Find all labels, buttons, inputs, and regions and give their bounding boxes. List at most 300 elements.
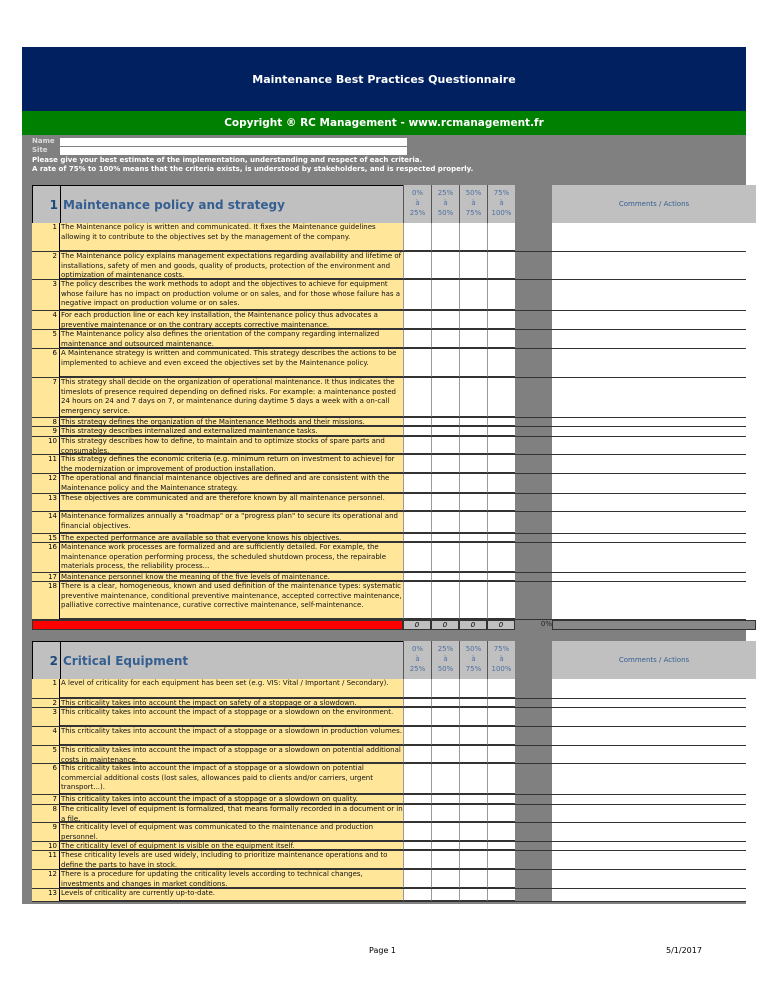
- question-text: This criticality takes into account the impact of a stoppage or a slowdown on quality.: [60, 795, 403, 804]
- spreadsheet-page: [22, 47, 746, 904]
- rating-cell[interactable]: [431, 474, 459, 493]
- rating-cell[interactable]: [487, 330, 515, 348]
- rating-cell[interactable]: [487, 223, 515, 251]
- question-row: [32, 842, 746, 851]
- rating-cell[interactable]: [459, 474, 487, 493]
- question-number: 14: [32, 512, 60, 533]
- question-text: The criticality level of equipment was communicated to the maintenance and production personnel.: [60, 823, 403, 841]
- rating-cell[interactable]: [403, 842, 431, 850]
- rating-header-text: 25%: [437, 645, 454, 653]
- question-text: The Maintenance policy is written and communicated. It fixes the Maintenance guidelines allowing it to contribute to the objectives set by the management of the company.: [60, 223, 403, 251]
- comment-cell[interactable]: [552, 378, 756, 417]
- question-row: [32, 427, 746, 437]
- question-text: The Maintenance policy also defines the orientation of the company regarding internalized maintenance and outsourced maintenance.: [60, 330, 403, 348]
- question-number: 6: [32, 349, 60, 377]
- rating-cell[interactable]: [487, 534, 515, 542]
- rating-cell[interactable]: [403, 746, 431, 763]
- rating-header-text: à: [443, 655, 448, 663]
- rating-cell[interactable]: [487, 427, 515, 436]
- rating-header-text: à: [415, 655, 420, 663]
- question-row: [32, 727, 746, 746]
- question-text: Levels of criticality are currently up-to-date.: [60, 889, 403, 901]
- rating-cell[interactable]: [487, 727, 515, 745]
- rating-column-header: [403, 641, 431, 679]
- question-number: 9: [32, 427, 60, 436]
- question-row: [32, 699, 746, 708]
- rating-cell[interactable]: [459, 573, 487, 581]
- rating-cell[interactable]: [431, 512, 459, 533]
- comment-cell[interactable]: [552, 708, 756, 726]
- comment-cell[interactable]: [552, 311, 756, 329]
- rating-cell[interactable]: [431, 842, 459, 850]
- rating-cell[interactable]: [431, 330, 459, 348]
- comment-cell[interactable]: [552, 494, 756, 511]
- comment-cell[interactable]: [552, 474, 756, 493]
- rating-cell[interactable]: [431, 764, 459, 794]
- rating-cell[interactable]: [431, 746, 459, 763]
- rating-cell[interactable]: [403, 280, 431, 310]
- comment-cell[interactable]: [552, 679, 756, 698]
- rating-cell[interactable]: [459, 349, 487, 377]
- rating-cell[interactable]: [487, 573, 515, 581]
- rating-cell[interactable]: [403, 805, 431, 822]
- rating-cell[interactable]: [459, 889, 487, 901]
- rating-cell[interactable]: [431, 795, 459, 804]
- rating-cell[interactable]: [431, 311, 459, 329]
- question-row: [32, 708, 746, 727]
- rating-cell[interactable]: [459, 223, 487, 251]
- rating-header-text: 100%: [491, 209, 512, 217]
- rating-cell[interactable]: [459, 727, 487, 745]
- question-text: These criticality levels are used widely, including to prioritize maintenance operations and to define the parts to have in stock.: [60, 851, 403, 869]
- rating-cell[interactable]: [459, 330, 487, 348]
- rating-cell[interactable]: [431, 418, 459, 426]
- rating-cell[interactable]: [459, 805, 487, 822]
- comment-cell[interactable]: [552, 427, 756, 436]
- question-number: 11: [32, 455, 60, 473]
- rating-cell[interactable]: [403, 823, 431, 841]
- rating-cell[interactable]: [459, 582, 487, 619]
- question-number: 5: [32, 746, 60, 763]
- page-number: Page 1: [369, 946, 396, 955]
- question-row: [32, 795, 746, 805]
- comment-cell[interactable]: [552, 349, 756, 377]
- question-number: 18: [32, 582, 60, 619]
- question-number: 8: [32, 418, 60, 426]
- question-number: 5: [32, 330, 60, 348]
- rating-cell[interactable]: [403, 727, 431, 745]
- question-number: 11: [32, 851, 60, 869]
- rating-cell[interactable]: [431, 851, 459, 869]
- rating-header-text: à: [499, 199, 504, 207]
- question-text: The expected performance are available so that everyone knows his objectives.: [60, 534, 403, 542]
- rating-cell[interactable]: [431, 223, 459, 251]
- comment-cell[interactable]: [552, 573, 756, 581]
- rating-cell[interactable]: [403, 252, 431, 279]
- question-number: 6: [32, 764, 60, 794]
- rating-cell[interactable]: [487, 512, 515, 533]
- rating-cell[interactable]: [459, 252, 487, 279]
- question-number: 4: [32, 727, 60, 745]
- comment-cell[interactable]: [552, 437, 756, 454]
- rating-header-text: 50%: [437, 665, 454, 673]
- rating-column-header: [431, 185, 459, 223]
- rating-cell[interactable]: [487, 418, 515, 426]
- rating-total: 0: [403, 620, 431, 630]
- section-title: Critical Equipment: [63, 654, 189, 668]
- rating-cell[interactable]: [487, 280, 515, 310]
- rating-cell[interactable]: [403, 543, 431, 572]
- rating-cell[interactable]: [403, 455, 431, 473]
- question-number: 7: [32, 795, 60, 804]
- question-number: 12: [32, 474, 60, 493]
- question-text: These objectives are communicated and are therefore known by all maintenance personnel.: [60, 494, 403, 511]
- question-row: [32, 582, 746, 620]
- section-header: [32, 641, 405, 681]
- rating-column-header: [431, 641, 459, 679]
- rating-cell[interactable]: [487, 889, 515, 901]
- rating-cell[interactable]: [403, 699, 431, 707]
- rating-header-text: 75%: [465, 665, 482, 673]
- site-label: Site: [32, 146, 48, 154]
- rating-cell[interactable]: [431, 437, 459, 454]
- rating-cell[interactable]: [459, 764, 487, 794]
- question-number: 17: [32, 573, 60, 581]
- rating-cell[interactable]: [431, 543, 459, 572]
- name-label: Name: [32, 137, 55, 145]
- comment-cell[interactable]: [552, 823, 756, 841]
- instruction-line: Please give your best estimate of the implementation, understanding and respect of each criteria.: [32, 156, 423, 164]
- question-text: This criticality takes into account the impact on safety of a stoppage or a slowdown.: [60, 699, 403, 707]
- comment-cell[interactable]: [552, 223, 756, 251]
- rating-cell[interactable]: [403, 582, 431, 619]
- comment-cell[interactable]: [552, 870, 756, 888]
- rating-cell[interactable]: [431, 494, 459, 511]
- comment-cell[interactable]: [552, 851, 756, 869]
- copyright-banner: Copyright ® RC Management - www.rcmanagement.fr: [22, 111, 746, 135]
- rating-column-header: [487, 641, 515, 679]
- rating-header-text: 50%: [437, 209, 454, 217]
- question-row: [32, 330, 746, 349]
- comment-cell[interactable]: [552, 280, 756, 310]
- rating-cell[interactable]: [487, 252, 515, 279]
- rating-cell[interactable]: [431, 870, 459, 888]
- rating-cell[interactable]: [459, 418, 487, 426]
- total-comment-bar: [552, 620, 756, 630]
- rating-cell[interactable]: [403, 311, 431, 329]
- rating-header-text: 50%: [465, 189, 482, 197]
- rating-header-text: 75%: [493, 645, 510, 653]
- comments-header: Comments / Actions: [552, 641, 756, 679]
- question-row: [32, 823, 746, 842]
- question-row: [32, 252, 746, 280]
- rating-cell[interactable]: [431, 378, 459, 417]
- rating-total: 0: [431, 620, 459, 630]
- question-row: [32, 418, 746, 427]
- rating-cell[interactable]: [431, 349, 459, 377]
- rating-cell[interactable]: [403, 494, 431, 511]
- rating-cell[interactable]: [459, 842, 487, 850]
- rating-cell[interactable]: [403, 330, 431, 348]
- rating-cell[interactable]: [459, 679, 487, 698]
- question-row: [32, 679, 746, 699]
- rating-header-text: 25%: [409, 209, 426, 217]
- rating-cell[interactable]: [403, 870, 431, 888]
- rating-cell[interactable]: [487, 699, 515, 707]
- section-number: 2: [33, 642, 61, 680]
- question-row: [32, 543, 746, 573]
- rating-cell[interactable]: [487, 494, 515, 511]
- rating-header-text: 25%: [437, 189, 454, 197]
- question-text: This criticality takes into account the impact of a stoppage or a slowdown on potential commercial additional costs (lost sales, allowances paid to clients and/or carriers, urgent transport...).: [60, 764, 403, 794]
- rating-cell[interactable]: [459, 795, 487, 804]
- rating-cell[interactable]: [487, 870, 515, 888]
- rating-cell[interactable]: [403, 378, 431, 417]
- rating-cell[interactable]: [403, 764, 431, 794]
- rating-cell[interactable]: [459, 311, 487, 329]
- rating-header-text: à: [471, 655, 476, 663]
- rating-cell[interactable]: [403, 223, 431, 251]
- rating-cell[interactable]: [487, 708, 515, 726]
- rating-header-text: à: [471, 199, 476, 207]
- question-row: [32, 349, 746, 378]
- comment-cell[interactable]: [552, 795, 756, 804]
- question-row: [32, 805, 746, 823]
- comment-cell[interactable]: [552, 889, 756, 901]
- question-text: There is a clear, homogeneous, known and used definition of the maintenance types: systematic preventive maintenance, conditional preventive maintenance, accepted corrective maintenance, palliative corrective maintenance, curative corrective maintenance, self-maintenance.: [60, 582, 403, 619]
- rating-cell[interactable]: [431, 823, 459, 841]
- rating-cell[interactable]: [487, 746, 515, 763]
- question-number: 2: [32, 699, 60, 707]
- question-number: 1: [32, 223, 60, 251]
- question-text: This criticality takes into account the impact of a stoppage or a slowdown in production volumes.: [60, 727, 403, 745]
- question-row: [32, 573, 746, 582]
- comment-cell[interactable]: [552, 543, 756, 572]
- rating-cell[interactable]: [403, 795, 431, 804]
- comment-cell[interactable]: [552, 330, 756, 348]
- comment-cell[interactable]: [552, 534, 756, 542]
- rating-total: 0: [487, 620, 515, 630]
- rating-cell[interactable]: [459, 437, 487, 454]
- rating-cell[interactable]: [487, 823, 515, 841]
- rating-cell[interactable]: [403, 573, 431, 581]
- rating-cell[interactable]: [459, 280, 487, 310]
- question-row: [32, 746, 746, 764]
- rating-cell[interactable]: [487, 764, 515, 794]
- question-number: 15: [32, 534, 60, 542]
- question-number: 13: [32, 494, 60, 511]
- rating-column-header: [459, 185, 487, 223]
- rating-cell[interactable]: [459, 708, 487, 726]
- question-row: [32, 437, 746, 455]
- rating-cell[interactable]: [403, 512, 431, 533]
- question-row: [32, 851, 746, 870]
- comment-cell[interactable]: [552, 699, 756, 707]
- rating-cell[interactable]: [431, 455, 459, 473]
- rating-cell[interactable]: [487, 805, 515, 822]
- question-text: Maintenance work processes are formalized and are sufficiently detailed. For example, the maintenance operation performing process, the scheduled shutdown process, the repairable materials process, the reliability process...: [60, 543, 403, 572]
- question-number: 2: [32, 252, 60, 279]
- comment-cell[interactable]: [552, 455, 756, 473]
- question-text: The policy describes the work methods to adopt and the objectives to achieve for equipment whose failure has no impact on production volume or on sales, and for those whose failure has a negative impact on production volume or on sales.: [60, 280, 403, 310]
- name-field[interactable]: [60, 138, 407, 146]
- instruction-line: A rate of 75% to 100% means that the criteria exists, is understood by stakeholders, and is respected properly.: [32, 165, 474, 173]
- question-text: For each production line or each key installation, the Maintenance policy thus advocates a preventive maintenance or on the contrary accepts corrective maintenance.: [60, 311, 403, 329]
- rating-column-header: [459, 641, 487, 679]
- question-row: [32, 764, 746, 795]
- rating-total: 0: [459, 620, 487, 630]
- section-total-row: [32, 620, 746, 630]
- rating-cell[interactable]: [431, 727, 459, 745]
- question-text: This strategy describes how to define, to maintain and to optimize stocks of spare parts and consumables.: [60, 437, 403, 454]
- question-row: [32, 889, 746, 902]
- rating-header-text: 0%: [411, 645, 424, 653]
- question-row: [32, 455, 746, 474]
- rating-cell[interactable]: [403, 679, 431, 698]
- section-title: Maintenance policy and strategy: [63, 198, 285, 212]
- question-row: [32, 223, 746, 252]
- rating-cell[interactable]: [459, 455, 487, 473]
- comment-cell[interactable]: [552, 805, 756, 822]
- rating-cell[interactable]: [459, 378, 487, 417]
- rating-header-text: à: [499, 655, 504, 663]
- question-text: This strategy defines the economic criteria (e.g. minimum return on investment to achieve) for the modernization or improvement of production installation.: [60, 455, 403, 473]
- rating-cell[interactable]: [459, 534, 487, 542]
- rating-cell[interactable]: [487, 842, 515, 850]
- rating-cell[interactable]: [487, 437, 515, 454]
- rating-cell[interactable]: [487, 474, 515, 493]
- question-text: This strategy describes internalized and externalized maintenance tasks.: [60, 427, 403, 436]
- comment-cell[interactable]: [552, 582, 756, 619]
- rating-cell[interactable]: [403, 474, 431, 493]
- question-text: This criticality takes into account the impact of a stoppage or a slowdown on the environment.: [60, 708, 403, 726]
- rating-cell[interactable]: [487, 455, 515, 473]
- question-row: [32, 311, 746, 330]
- rating-column-header: [403, 185, 431, 223]
- comment-cell[interactable]: [552, 746, 756, 763]
- question-number: 3: [32, 280, 60, 310]
- rating-cell[interactable]: [431, 699, 459, 707]
- rating-cell[interactable]: [403, 889, 431, 901]
- question-number: 9: [32, 823, 60, 841]
- total-indicator: [32, 620, 403, 630]
- rating-cell[interactable]: [431, 573, 459, 581]
- rating-cell[interactable]: [487, 679, 515, 698]
- rating-cell[interactable]: [403, 534, 431, 542]
- rating-cell[interactable]: [431, 534, 459, 542]
- rating-header-text: à: [443, 199, 448, 207]
- rating-cell[interactable]: [487, 349, 515, 377]
- rating-header-text: 100%: [491, 665, 512, 673]
- question-number: 7: [32, 378, 60, 417]
- print-date: 5/1/2017: [666, 946, 702, 955]
- rating-cell[interactable]: [403, 708, 431, 726]
- question-row: [32, 534, 746, 543]
- section-number: 1: [33, 186, 61, 224]
- question-number: 4: [32, 311, 60, 329]
- comment-cell[interactable]: [552, 842, 756, 850]
- rating-cell[interactable]: [487, 851, 515, 869]
- question-number: 3: [32, 708, 60, 726]
- comment-cell[interactable]: [552, 727, 756, 745]
- question-text: There is a procedure for updating the criticality levels according to technical changes, investments and changes in market conditions.: [60, 870, 403, 888]
- rating-cell[interactable]: [459, 494, 487, 511]
- site-field[interactable]: [60, 147, 407, 155]
- document-title: Maintenance Best Practices Questionnaire: [22, 47, 746, 111]
- rating-column-header: [487, 185, 515, 223]
- rating-cell[interactable]: [403, 851, 431, 869]
- question-row: [32, 494, 746, 512]
- question-text: The criticality level of equipment is visible on the equipment itself.: [60, 842, 403, 850]
- rating-header-text: 50%: [465, 645, 482, 653]
- rating-cell[interactable]: [459, 870, 487, 888]
- question-text: Maintenance formalizes annually a "roadmap" or a "progress plan" to secure its operational and financial objectives.: [60, 512, 403, 533]
- question-number: 13: [32, 889, 60, 901]
- rating-cell[interactable]: [459, 746, 487, 763]
- rating-cell[interactable]: [459, 823, 487, 841]
- rating-cell[interactable]: [487, 543, 515, 572]
- rating-cell[interactable]: [431, 889, 459, 901]
- rating-cell[interactable]: [487, 378, 515, 417]
- comment-cell[interactable]: [552, 418, 756, 426]
- rating-cell[interactable]: [431, 708, 459, 726]
- question-row: [32, 378, 746, 418]
- rating-cell[interactable]: [403, 418, 431, 426]
- question-number: 12: [32, 870, 60, 888]
- rating-cell[interactable]: [459, 512, 487, 533]
- rating-cell[interactable]: [431, 582, 459, 619]
- rating-cell[interactable]: [403, 427, 431, 436]
- rating-header-text: 0%: [411, 189, 424, 197]
- comment-cell[interactable]: [552, 764, 756, 794]
- comments-header: Comments / Actions: [552, 185, 756, 223]
- question-text: A Maintenance strategy is written and communicated. This strategy describes the actions to be implemented to achieve and even exceed the objectives set by the Maintenance policy.: [60, 349, 403, 377]
- question-number: 16: [32, 543, 60, 572]
- question-text: Maintenance personnel know the meaning of the five levels of maintenance.: [60, 573, 403, 581]
- question-text: The Maintenance policy explains management expectations regarding availability and lifetime of installations, safety of men and goods, quality of products, protection of the environment and optimization of maintenance costs.: [61, 252, 402, 279]
- rating-cell[interactable]: [459, 543, 487, 572]
- question-number: 10: [32, 437, 60, 454]
- question-text: The operational and financial maintenance objectives are defined and are consistent with the Maintenance policy and the Maintenance strategy.: [60, 474, 403, 493]
- question-number: 1: [32, 679, 60, 698]
- rating-cell[interactable]: [459, 851, 487, 869]
- rating-cell[interactable]: [431, 679, 459, 698]
- rating-cell[interactable]: [431, 805, 459, 822]
- rating-cell[interactable]: [431, 427, 459, 436]
- rating-cell[interactable]: [403, 349, 431, 377]
- rating-cell[interactable]: [487, 582, 515, 619]
- question-number: 8: [32, 805, 60, 822]
- rating-cell[interactable]: [459, 427, 487, 436]
- question-row: [32, 870, 746, 889]
- question-row: [32, 474, 746, 494]
- rating-cell[interactable]: [403, 437, 431, 454]
- rating-cell[interactable]: [459, 699, 487, 707]
- rating-cell[interactable]: [431, 252, 459, 279]
- rating-cell[interactable]: [487, 311, 515, 329]
- question-row: [32, 512, 746, 534]
- question-number: 10: [32, 842, 60, 850]
- comment-cell[interactable]: [552, 252, 756, 279]
- rating-header-text: 75%: [465, 209, 482, 217]
- rating-header-text: 75%: [493, 189, 510, 197]
- rating-cell[interactable]: [431, 280, 459, 310]
- question-text: This criticality takes into account the impact of a stoppage or a slowdown on potential additional costs in maintenance.: [60, 746, 403, 763]
- question-text: This strategy shall decide on the organization of operational maintenance. It thus indicates the timeslots of presence required depending on defined risks. For example: a maintenance posted 24 hours on 24 and 7 days on 7, or maintenance during daytime 5 days a week with a on-call emergency service.: [60, 378, 403, 417]
- comment-cell[interactable]: [552, 512, 756, 533]
- rating-header-text: 25%: [409, 665, 426, 673]
- rating-cell[interactable]: [487, 795, 515, 804]
